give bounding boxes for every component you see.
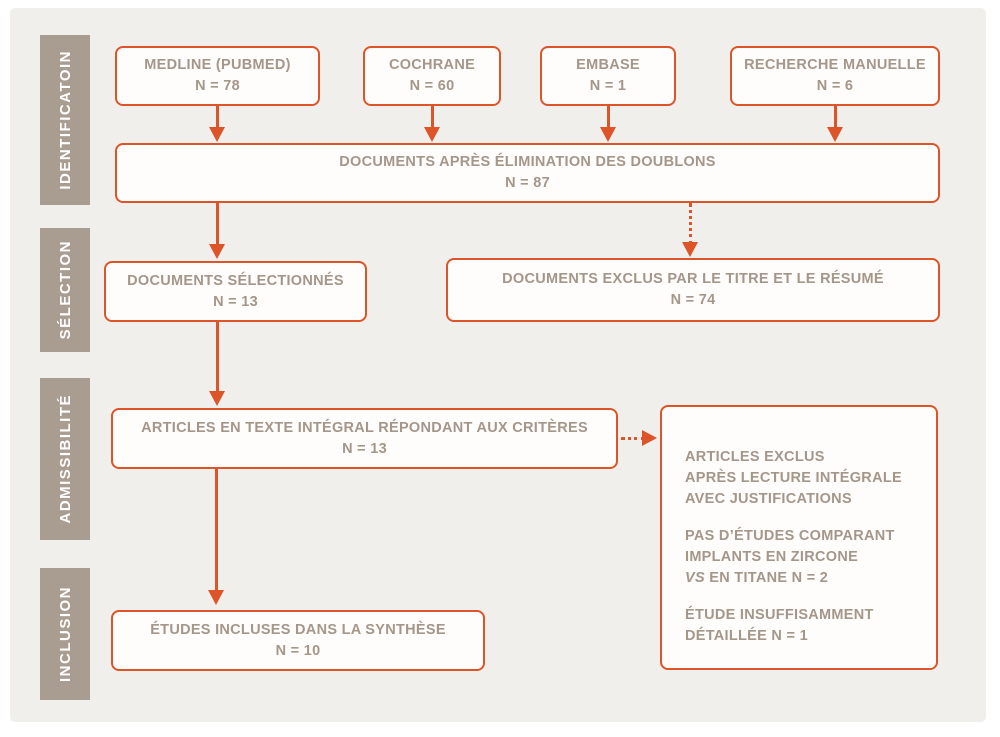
box-exclus-titre-resume	[446, 258, 940, 322]
arrow-shaft	[689, 203, 692, 245]
box-exclus-titre-resume-count: N = 74	[670, 292, 716, 308]
stage-inclusion-label: INCLUSION	[56, 586, 74, 682]
stage-admissibilite	[40, 378, 90, 540]
box-medline-count: N = 78	[195, 78, 240, 94]
box-incluses	[111, 610, 485, 671]
arrow-texte-integral-to-exclus-lecture	[621, 430, 657, 446]
arrow-doublons-to-selectionnes	[209, 203, 225, 259]
exclus-lecture-line-6	[685, 568, 895, 589]
exclus-lecture-paragraph-2	[685, 526, 895, 589]
arrow-head-icon	[208, 590, 224, 605]
exclus-lecture-line-3: AVEC JUSTIFICATIONS	[685, 491, 852, 507]
arrow-embase-to-doublons	[600, 106, 616, 142]
box-medline-title: MEDLINE (PUBMED)	[144, 57, 291, 73]
box-texte-integral	[111, 408, 618, 469]
arrow-selectionnes-to-texte-integral	[209, 322, 225, 406]
arrow-shaft	[216, 322, 219, 394]
arrow-head-icon	[209, 244, 225, 259]
box-exclus-lecture	[660, 405, 938, 670]
box-embase-count: N = 1	[589, 78, 627, 94]
arrow-shaft	[216, 203, 219, 247]
box-cochrane-count: N = 60	[409, 78, 455, 94]
box-medline	[115, 46, 320, 106]
arrow-doublons-to-exclus-titre	[682, 203, 698, 257]
exclus-lecture-line-4: PAS D’ÉTUDES COMPARANT	[685, 528, 895, 544]
box-embase	[540, 46, 676, 106]
box-incluses-count: N = 10	[275, 642, 321, 659]
exclus-lecture-line-7: ÉTUDE INSUFFISAMMENT	[685, 607, 874, 623]
arrow-medline-to-doublons	[209, 106, 225, 142]
exclus-lecture-vs-italic: VS	[685, 570, 705, 586]
stage-admissibilite-label: ADMISSIBILITÉ	[56, 394, 74, 524]
stage-identification-label: IDENTIFICATOIN	[56, 50, 74, 190]
exclus-lecture-line-5: IMPLANTS EN ZIRCONE	[685, 549, 859, 565]
arrow-cochrane-to-doublons	[424, 106, 440, 142]
arrow-head-icon	[642, 430, 657, 446]
box-selectionnes	[104, 261, 367, 322]
arrow-shaft	[215, 469, 218, 593]
exclus-lecture-line-2: APRÈS LECTURE INTÉGRALE	[685, 470, 902, 486]
stage-selection-label: SÉLECTION	[56, 240, 74, 340]
arrow-head-icon	[209, 391, 225, 406]
box-texte-integral-title: ARTICLES EN TEXTE INTÉGRAL RÉPONDANT AUX CRITÈRES	[141, 419, 588, 436]
box-incluses-title: ÉTUDES INCLUSES DANS LA SYNTHÈSE	[150, 621, 446, 638]
exclus-lecture-line-1: ARTICLES EXCLUS	[685, 449, 825, 465]
stage-selection	[40, 228, 90, 352]
exclus-lecture-paragraph-1	[685, 447, 902, 510]
box-recherche-manuelle-title: RECHERCHE MANUELLE	[744, 57, 926, 73]
box-embase-title: EMBASE	[576, 57, 640, 73]
box-apres-doublons-count: N = 87	[505, 175, 550, 191]
exclus-lecture-line-8: DÉTAILLÉE N = 1	[685, 628, 808, 644]
exclus-lecture-line-6-rest: EN TITANE N = 2	[704, 570, 829, 586]
arrow-manuelle-to-doublons	[827, 106, 843, 142]
arrow-head-icon	[827, 127, 843, 142]
arrow-head-icon	[209, 127, 225, 142]
box-exclus-titre-resume-title: DOCUMENTS EXCLUS PAR LE TITRE ET LE RÉSUMÉ	[502, 271, 884, 287]
box-apres-doublons-title: DOCUMENTS APRÈS ÉLIMINATION DES DOUBLONS	[339, 154, 716, 170]
box-cochrane-title: COCHRANE	[388, 57, 476, 73]
arrow-head-icon	[682, 242, 698, 257]
arrow-texte-integral-to-incluses	[208, 469, 224, 605]
box-cochrane	[363, 46, 501, 106]
box-selectionnes-title: DOCUMENTS SÉLECTIONNÉS	[127, 272, 344, 289]
arrow-head-icon	[600, 127, 616, 142]
box-selectionnes-count: N = 13	[213, 293, 258, 310]
box-apres-doublons	[115, 143, 940, 203]
exclus-lecture-paragraph-3	[685, 605, 874, 647]
stage-inclusion	[40, 568, 90, 700]
stage-identification	[40, 35, 90, 205]
box-recherche-manuelle-count: N = 6	[816, 78, 854, 94]
box-texte-integral-count: N = 13	[342, 440, 387, 457]
arrow-head-icon	[424, 127, 440, 142]
box-recherche-manuelle	[730, 46, 940, 106]
